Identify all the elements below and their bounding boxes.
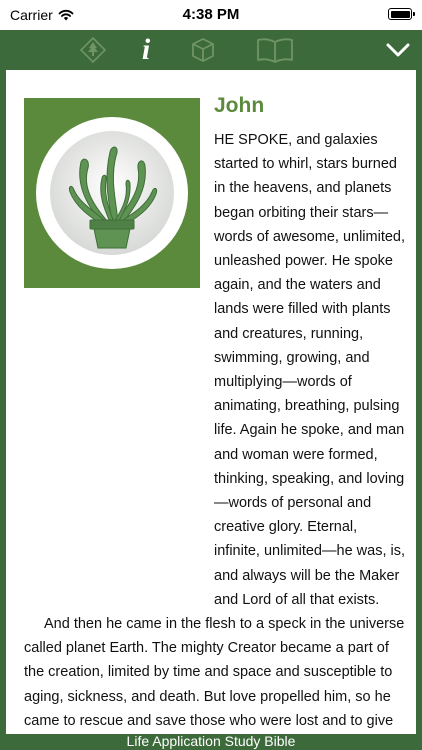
battery-icon xyxy=(388,8,412,20)
intro-paragraph: HE SPOKE, and galaxies started to whirl, stars burned in the heavens, and planets began orbiting their stars—words of awesome, unlimited, unleashed power. He spoke again, and the waters and lands were filled with plants and creatures, running, swimming, growing, and multiplying—words of animating, breathing, pulsing life. Again he spoke, and man and woman were formed, thinking, speaking, and loving—words of personal and creative glory. Eternal, infinite, unlimited—he was, is, and always will be the Maker and Lord of all that exists. xyxy=(214,132,405,608)
cube-button[interactable] xyxy=(188,34,218,66)
open-book-button[interactable] xyxy=(254,34,296,66)
info-icon: i xyxy=(141,33,151,66)
intro-paragraph: And then he came in the flesh to a speck in the universe called planet Earth. The mighty Creator became a part of the creation, limited by time and space and susceptible to aging, sickness, and death. But love propelled him, so he came to rescue and save those who were lost and to give xyxy=(24,616,405,729)
clock: 4:38 PM xyxy=(182,6,240,23)
toolbar xyxy=(0,30,422,70)
status-bar xyxy=(0,0,422,30)
compass-tree-icon xyxy=(79,36,107,64)
collapse-button[interactable] xyxy=(384,34,412,66)
book-intro-panel xyxy=(6,70,416,734)
chevron-down-icon xyxy=(385,42,411,58)
open-book-icon xyxy=(255,36,295,64)
carrier-label: Carrier xyxy=(10,7,53,23)
info-button[interactable] xyxy=(134,34,158,66)
book-title: John xyxy=(214,94,265,117)
cube-icon xyxy=(189,36,217,64)
compass-tree-button[interactable] xyxy=(78,34,108,66)
book-intro-text xyxy=(24,128,406,734)
bible-title-footer: Life Application Study Bible xyxy=(126,733,296,749)
